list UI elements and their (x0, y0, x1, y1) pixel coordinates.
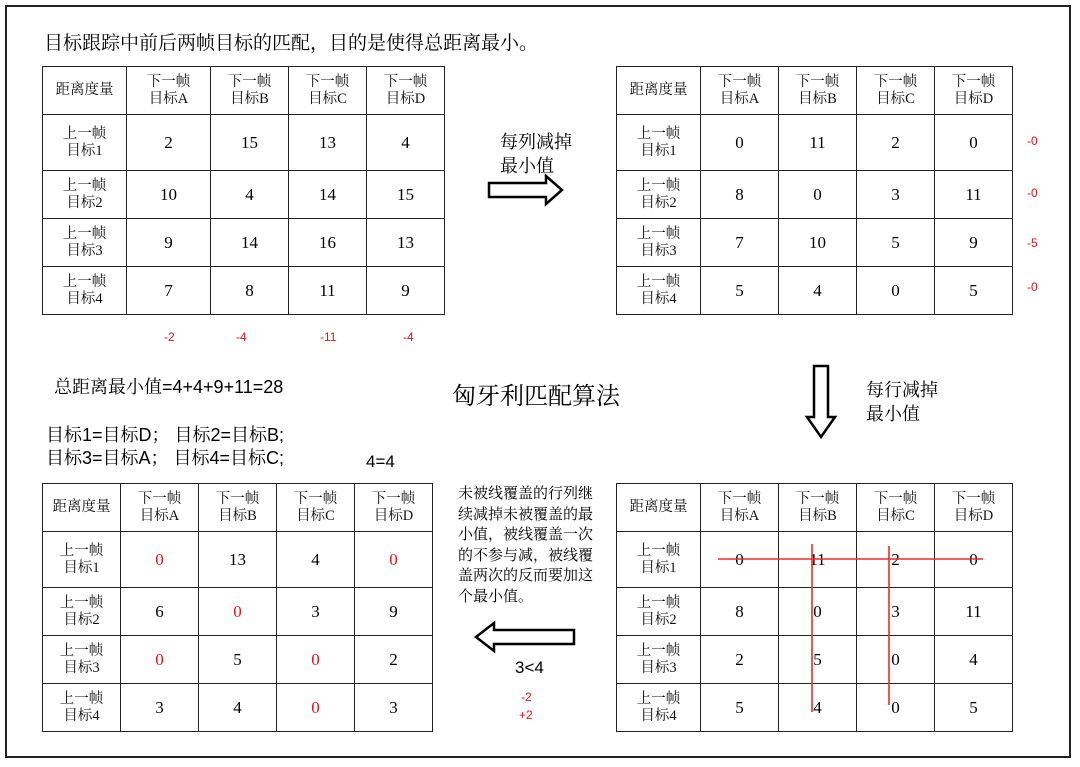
column-header: 下一帧 目标A (701, 484, 779, 532)
matrix-cell: 0 (935, 115, 1013, 171)
row-minus-label: -0 (1027, 186, 1038, 200)
row-header: 上一帧 目标2 (617, 171, 701, 219)
matrix-cell: 2 (127, 115, 211, 171)
matrix-cell: 0 (857, 636, 935, 684)
matrix-cell: 15 (367, 171, 445, 219)
column-header: 下一帧 目标B (199, 484, 277, 532)
matrix-cell: 0 (701, 115, 779, 171)
row-header: 上一帧 目标2 (617, 588, 701, 636)
matrix-corner-label: 距离度量 (617, 484, 701, 532)
matrix-cell: 4 (277, 532, 355, 588)
matrix-cell: 4 (211, 171, 289, 219)
row-header: 上一帧 目标2 (43, 588, 121, 636)
matrix-cell: 0 (779, 171, 857, 219)
column-header: 下一帧 目标C (857, 67, 935, 115)
row-header: 上一帧 目标4 (43, 267, 127, 315)
column-header: 下一帧 目标A (701, 67, 779, 115)
matrix-cell: 0 (857, 267, 935, 315)
matrix-cell: 13 (289, 115, 367, 171)
matrix-cell: 5 (779, 636, 857, 684)
row-header: 上一帧 目标4 (43, 684, 121, 732)
matrix-cell: 13 (199, 532, 277, 588)
matrix-cell: 11 (779, 115, 857, 171)
matrix-cell: 0 (199, 588, 277, 636)
matrix-cell: 11 (935, 588, 1013, 636)
matrix-cell: 5 (701, 267, 779, 315)
matrix-cell: 3 (857, 588, 935, 636)
row-minus-label: -5 (1027, 236, 1038, 250)
left-arrow-icon (476, 623, 574, 651)
matrix-corner-label: 距离度量 (43, 484, 121, 532)
matrix-cell: 3 (857, 171, 935, 219)
matrix-cell: 9 (367, 267, 445, 315)
matrix-cell: 4 (779, 684, 857, 732)
row-header: 上一帧 目标4 (617, 267, 701, 315)
matrix-cell: 5 (935, 267, 1013, 315)
matrix-cell: 16 (289, 219, 367, 267)
matrix-cell: 13 (367, 219, 445, 267)
matrix-cell: 11 (289, 267, 367, 315)
matrix-cell: 14 (289, 171, 367, 219)
column-header: 下一帧 目标D (935, 484, 1013, 532)
column-header: 下一帧 目标D (367, 67, 445, 115)
row-header: 上一帧 目标3 (43, 219, 127, 267)
matrix-cell: 0 (779, 588, 857, 636)
matrix-cell: 9 (127, 219, 211, 267)
matrix-cell: 3 (355, 684, 433, 732)
equal-note: 4=4 (366, 452, 395, 471)
column-header: 下一帧 目标D (935, 67, 1013, 115)
step-row-caption: 每行减掉 最小值 (866, 380, 938, 424)
matrix-cell: 8 (701, 171, 779, 219)
matrix-cell: 9 (935, 219, 1013, 267)
matrix-cell: 10 (127, 171, 211, 219)
column-header: 下一帧 目标C (277, 484, 355, 532)
matrix-cell: 2 (857, 115, 935, 171)
column-header: 下一帧 目标C (857, 484, 935, 532)
matrix-cell: 0 (355, 532, 433, 588)
column-minus-label: -4 (236, 330, 247, 344)
matrix-cell: 2 (701, 636, 779, 684)
row-minus-label: -0 (1027, 280, 1038, 294)
matrix-corner-label: 距离度量 (617, 67, 701, 115)
column-minus-label: -2 (164, 330, 175, 344)
row-header: 上一帧 目标2 (43, 171, 127, 219)
matrix-cell: 7 (701, 219, 779, 267)
matrix-cell: 4 (779, 267, 857, 315)
column-header: 下一帧 目标A (121, 484, 199, 532)
matrix-cell: 9 (355, 588, 433, 636)
matrix-cell: 0 (935, 532, 1013, 588)
matrix-cell: 11 (935, 171, 1013, 219)
row-header: 上一帧 目标1 (43, 115, 127, 171)
matrix-cell: 8 (211, 267, 289, 315)
column-minus-label: -11 (320, 330, 337, 344)
matrix-corner-label: 距离度量 (43, 67, 127, 115)
total-distance: 总距离最小值=4+4+9+11=28 (54, 377, 284, 397)
adjust-minus: -2 (521, 690, 532, 704)
assignment-line: 目标1=目标D； 目标2=目标B; (46, 425, 285, 445)
matrix-cell: 7 (127, 267, 211, 315)
column-header: 下一帧 目标C (289, 67, 367, 115)
row-header: 上一帧 目标4 (617, 684, 701, 732)
matrix-cell: 0 (701, 532, 779, 588)
row-header: 上一帧 目标1 (617, 115, 701, 171)
row-minus-label: -0 (1027, 134, 1038, 148)
row-header: 上一帧 目标1 (43, 532, 121, 588)
right-arrow-icon (489, 176, 562, 204)
page-title: 目标跟踪中前后两帧目标的匹配，目的是使得总距离最小。 (44, 33, 539, 54)
matrix-cell: 3 (121, 684, 199, 732)
matrix-cell: 2 (355, 636, 433, 684)
row-header: 上一帧 目标3 (617, 636, 701, 684)
matrix-cell: 5 (935, 684, 1013, 732)
algorithm-title: 匈牙利匹配算法 (452, 383, 620, 410)
matrix-cell: 5 (199, 636, 277, 684)
matrix-cell: 14 (211, 219, 289, 267)
column-header: 下一帧 目标B (211, 67, 289, 115)
matrix-cell: 0 (121, 532, 199, 588)
matrix-cell: 10 (779, 219, 857, 267)
row-header: 上一帧 目标3 (43, 636, 121, 684)
adjust-plus: +2 (519, 708, 533, 722)
explanation-text: 未被线覆盖的行列继续减掉未被覆盖的最小值，被线覆盖一次的不参与减，被线覆盖两次的反而要加这个最小值。 (458, 486, 594, 605)
row-header: 上一帧 目标1 (617, 532, 701, 588)
column-header: 下一帧 目标B (779, 67, 857, 115)
matrix-cell: 0 (857, 684, 935, 732)
matrix-cell: 3 (277, 588, 355, 636)
matrix-cell: 5 (701, 684, 779, 732)
assignment-line: 目标3=目标A； 目标4=目标C; (46, 448, 285, 468)
matrix-cell: 2 (857, 532, 935, 588)
matrix-cell: 8 (701, 588, 779, 636)
matrix-cell: 4 (935, 636, 1013, 684)
column-header: 下一帧 目标B (779, 484, 857, 532)
row-header: 上一帧 目标3 (617, 219, 701, 267)
down-arrow-icon (807, 366, 835, 437)
matrix-cell: 5 (857, 219, 935, 267)
compare-note: 3<4 (515, 658, 544, 677)
matrix-cell: 0 (121, 636, 199, 684)
matrix-cell: 6 (121, 588, 199, 636)
step-column-caption: 每列减掉 最小值 (500, 132, 572, 176)
matrix-cell: 0 (277, 684, 355, 732)
column-header: 下一帧 目标A (127, 67, 211, 115)
matrix-cell: 11 (779, 532, 857, 588)
matrix-cell: 4 (199, 684, 277, 732)
matrix-cell: 15 (211, 115, 289, 171)
column-minus-label: -4 (403, 330, 414, 344)
column-header: 下一帧 目标D (355, 484, 433, 532)
matrix-cell: 0 (277, 636, 355, 684)
matrix-cell: 4 (367, 115, 445, 171)
